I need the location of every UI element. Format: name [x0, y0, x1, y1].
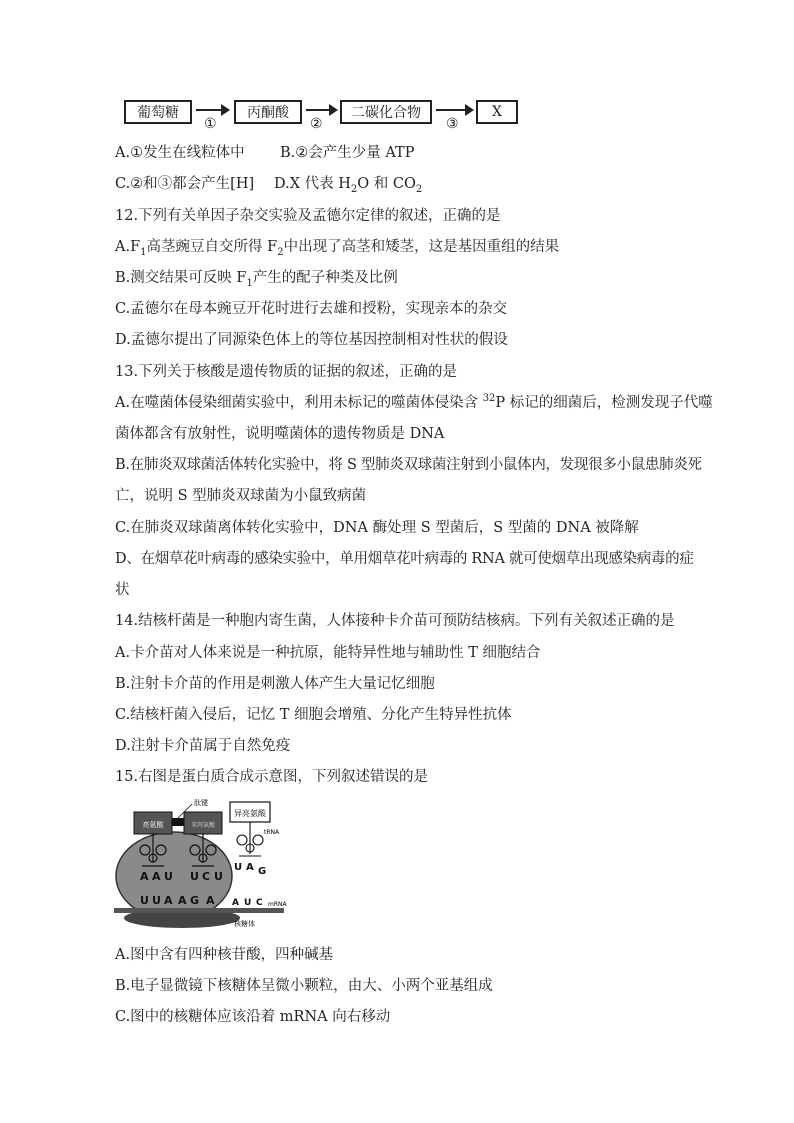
- q14-option-c: C.结核杆菌入侵后，记忆 T 细胞会增殖、分化产生特异性抗体: [115, 707, 512, 723]
- q11-option-a: A.①发生在线粒体中: [115, 145, 245, 161]
- peptide-bond-label: 肽键: [194, 799, 208, 807]
- mrna-base-6: A: [206, 894, 215, 907]
- mrna-base-2: U: [152, 894, 161, 907]
- flow-arrow-1: [196, 109, 228, 111]
- q13-option-a-line2: 菌体都含有放射性，说明噬菌体的遗传物质是 DNA: [115, 426, 445, 442]
- amino-acid-3-label: 异亮氨酸: [234, 809, 266, 818]
- flow-step-3: ③: [446, 116, 459, 132]
- respiration-flow-diagram: [124, 100, 524, 136]
- flow-box-two-carbon: 二碳化合物: [340, 100, 432, 124]
- anticodon-3-base-3: G: [258, 866, 267, 877]
- q11-option-b: B.②会产生少量 ATP: [280, 145, 415, 161]
- flow-step-1: ①: [204, 116, 217, 132]
- mrna-base-9: C: [256, 898, 263, 908]
- mrna-base-8: U: [244, 898, 252, 908]
- anticodon-1-base-2: A: [152, 870, 161, 883]
- mrna-label: mRNA: [268, 901, 287, 908]
- q12-option-c: C.孟德尔在母本豌豆开花时进行去雄和授粉，实现亲本的杂交: [115, 301, 508, 317]
- anticodon-2-base-2: C: [202, 870, 211, 883]
- q15-option-c: C.图中的核糖体应该沿着 mRNA 向右移动: [115, 1009, 391, 1025]
- flow-box-pyruvate: 丙酮酸: [234, 100, 302, 124]
- q11-option-d: D.X 代表 $H_2O$ 和 $CO_2$: [274, 176, 423, 195]
- flow-arrow-2: [306, 109, 336, 111]
- q13-stem: 13.下列关于核酸是遗传物质的证据的叙述，正确的是: [115, 364, 458, 380]
- protein-synthesis-figure: [112, 796, 332, 934]
- q15-stem: 15.右图是蛋白质合成示意图，下列叙述错误的是: [115, 769, 429, 785]
- anticodon-2-base-1: U: [190, 870, 199, 883]
- q14-option-a: A.卡介苗对人体来说是一种抗原，能特异性地与辅助性 T 细胞结合: [115, 645, 541, 661]
- q13-option-a-line1: A.在噬菌体侵染细菌实验中，利用未标记的噬菌体侵染含 $^{32}$P 标记的细菌后，检测发现子代噬: [115, 393, 713, 411]
- mrna-base-1: U: [140, 894, 149, 907]
- trna-label: tRNA: [264, 829, 280, 836]
- mrna-base-5: G: [190, 894, 200, 907]
- q14-option-b: B.注射卡介苗的作用是刺激人体产生大量记忆细胞: [115, 676, 435, 692]
- q15-option-b: B.电子显微镜下核糖体呈微小颗粒，由大、小两个亚基组成: [115, 978, 493, 994]
- q13-option-b-line1: B.在肺炎双球菌活体转化实验中，将 S 型肺炎双球菌注射到小鼠体内，发现很多小鼠患肺炎死: [115, 457, 702, 473]
- q13-option-d-line2: 状: [115, 582, 130, 598]
- mrna-base-7: A: [232, 898, 239, 908]
- amino-acid-2-label: 苯丙氨酸: [190, 822, 216, 829]
- q12-stem: 12.下列有关单因子杂交实验及孟德尔定律的叙述，正确的是: [115, 208, 501, 224]
- flow-box-x: X: [476, 100, 518, 124]
- q13-option-d-line1: D、在烟草花叶病毒的感染实验中，单用烟草花叶病毒的 RNA 就可使烟草出现感染病毒的症: [115, 551, 694, 567]
- amino-acid-1-label: 亮氨酸: [142, 821, 164, 829]
- q13-option-c: C.在肺炎双球菌离体转化实验中，DNA 酶处理 S 型菌后，S 型菌的 DNA 被降解: [115, 520, 639, 536]
- q12-option-d: D.孟德尔提出了同源染色体上的等位基因控制相对性状的假设: [115, 332, 508, 348]
- mrna-strand: [114, 908, 284, 913]
- anticodon-3-base-2: A: [246, 862, 254, 873]
- q15-option-a: A.图中含有四种核苷酸，四种碱基: [115, 947, 334, 963]
- peptide-bond: [172, 818, 184, 826]
- flow-arrow-3: [436, 109, 472, 111]
- mrna-base-3: A: [164, 894, 173, 907]
- mrna-base-4: A: [178, 894, 187, 907]
- flow-step-2: ②: [310, 116, 323, 132]
- anticodon-2-base-3: U: [214, 870, 223, 883]
- q12-option-a: $A.F_1$高茎豌豆自交所得 $F_2$中出现了高茎和矮茎，这是基因重组的结果: [115, 239, 560, 258]
- anticodon-1-base-1: A: [140, 870, 149, 883]
- q14-stem: 14.结核杆菌是一种胞内寄生菌，人体接种卡介苗可预防结核病。下列有关叙述正确的是: [115, 613, 675, 629]
- flow-box-glucose: 葡萄糖: [124, 100, 192, 124]
- q11-option-c: C.②和③都会产生[H]: [115, 176, 255, 192]
- q14-option-d: D.注射卡介苗属于自然免疫: [115, 738, 291, 754]
- q12-option-b: B.测交结果可反映 $F_1$产生的配子种类及比例: [115, 270, 398, 289]
- q13-option-b-line2: 亡，说明 S 型肺炎双球菌为小鼠致病菌: [115, 488, 367, 504]
- anticodon-1-base-3: U: [164, 870, 173, 883]
- trna-3: [237, 822, 263, 856]
- ribosome-label: 核糖体: [234, 920, 255, 928]
- anticodon-3-base-1: U: [234, 862, 243, 873]
